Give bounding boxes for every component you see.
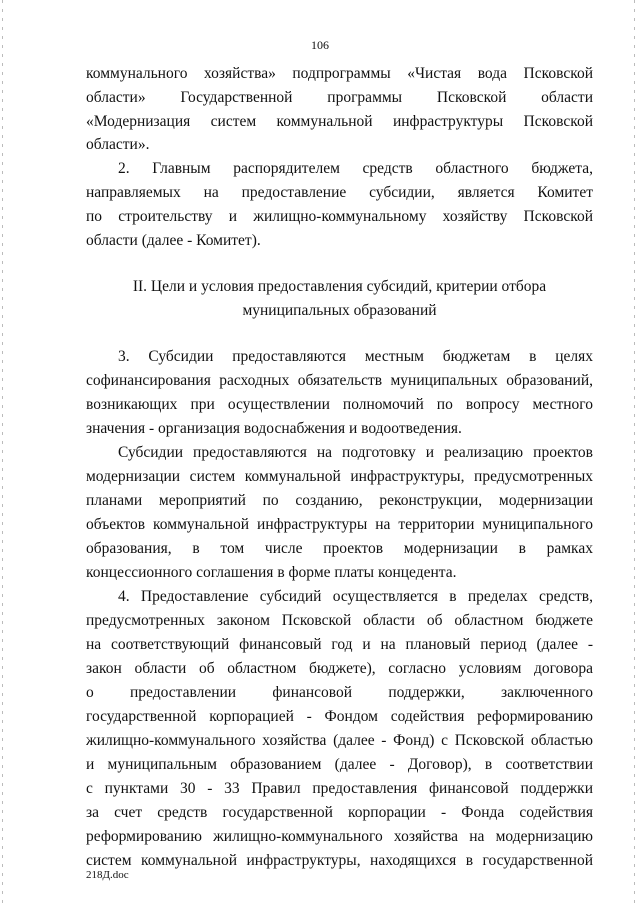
text-line: концессионного соглашения в форме платы концедента.: [86, 564, 457, 581]
file-name-footer: 218Д.doc: [86, 869, 129, 881]
text-line: софинансирования расходных обязательств муниципальных образований,: [86, 372, 593, 389]
text-line: планами мероприятий по созданию, реконструкции, модернизации: [86, 492, 593, 509]
text-line: государственной корпорацией - Фондом содействия реформированию: [86, 708, 593, 725]
text-line: на соответствующий финансовый год и на плановый период (далее -: [86, 636, 593, 653]
page-number: 106: [311, 38, 329, 52]
text-line: закон области об областном бюджете), согласно условиям договора: [86, 660, 593, 677]
text-line: области (далее - Комитет).: [86, 232, 261, 249]
text-line: реформированию жилищно-коммунального хозяйства на модернизацию: [86, 828, 593, 845]
text-line: значения - организация водоснабжения и водоотведения.: [86, 420, 462, 437]
text-line: объектов коммунальной инфраструктуры на территории муниципального: [86, 516, 593, 533]
text-line: области» Государственной программы Псковской области: [86, 89, 593, 106]
paragraph-first-line: Субсидии предоставляются на подготовку и реализацию проектов: [118, 444, 593, 461]
text-line: коммунального хозяйства» подпрограммы «Чистая вода Псковской: [86, 65, 593, 82]
text-line: образования, в том числе проектов модернизации в рамках: [86, 540, 593, 557]
text-line: и муниципальным образованием (далее - Договор), в соответствии: [86, 756, 593, 773]
text-line: жилищно-коммунального хозяйства (далее - Фонд) с Псковской областью: [86, 732, 593, 749]
text-line: за счет средств государственной корпорации - Фонда содействия: [86, 804, 593, 821]
section-heading-continued: муниципальных образований: [242, 302, 437, 319]
text-line: по строительству и жилищно-коммунальному хозяйству Псковской: [86, 208, 593, 225]
text-line: области».: [86, 136, 150, 153]
text-line: с пунктами 30 - 33 Правил предоставления финансовой поддержки: [86, 780, 593, 797]
right-scan-edge: [634, 0, 635, 905]
text-line: возникающих при осуществлении полномочий по вопросу местного: [86, 396, 593, 413]
left-scan-edge: [2, 0, 3, 905]
text-line: предусмотренных законом Псковской области об областном бюджете: [86, 612, 593, 629]
text-line: направляемых на предоставление субсидии, является Комитет: [86, 184, 593, 201]
section-heading: II. Цели и условия предоставления субсидий, критерии отбора: [132, 278, 547, 295]
text-line: модернизации систем коммунальной инфраструктуры, предусмотренных: [86, 468, 593, 485]
text-line: «Модернизация систем коммунальной инфраструктуры Псковской: [86, 113, 593, 130]
paragraph-3-first-line: 3. Субсидии предоставляются местным бюджетам в целях: [118, 348, 593, 365]
text-line: систем коммунальной инфраструктуры, находящихся в государственной: [86, 852, 593, 869]
text-line: о предоставлении финансовой поддержки, заключенного: [86, 684, 593, 701]
paragraph-4-first-line: 4. Предоставление субсидий осуществляется в пределах средств,: [118, 588, 593, 605]
paragraph-2-first-line: 2. Главным распорядителем средств областного бюджета,: [118, 160, 593, 177]
